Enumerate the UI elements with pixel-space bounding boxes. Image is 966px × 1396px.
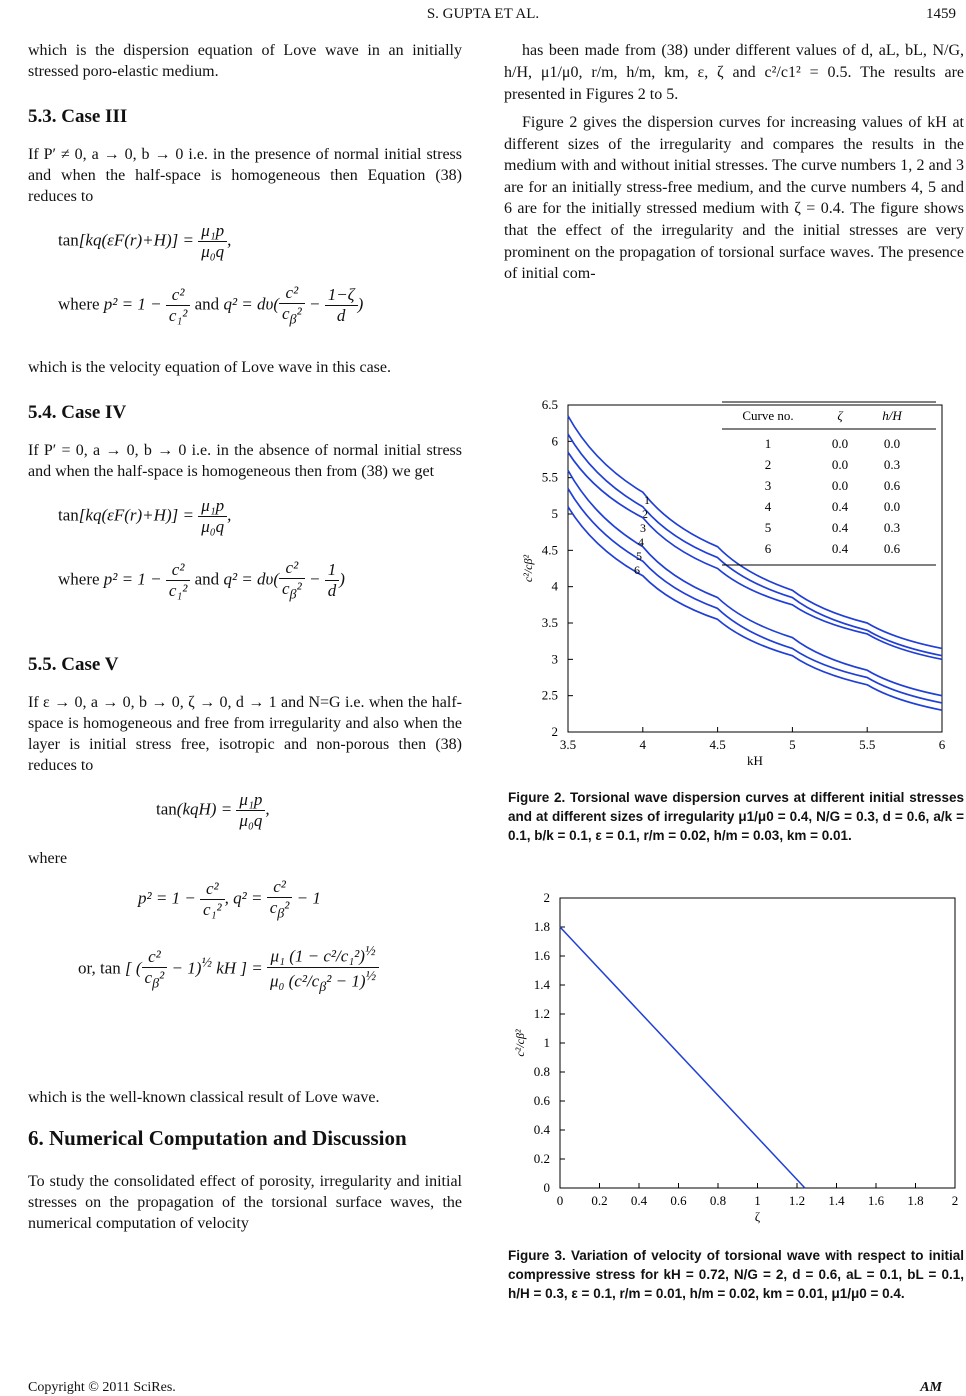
fig2-table-cell: 6 (764, 541, 772, 556)
copyright: Copyright © 2011 SciRes. (28, 1380, 176, 1395)
fig2-table-cell: 0.6 (883, 478, 901, 493)
fig2-x-tick-label: 6 (938, 737, 946, 752)
fig2-y-tick-label: 4.5 (541, 542, 558, 558)
section6-heading: 6. Numerical Computation and Discussion (28, 1126, 407, 1150)
fig3-y-tick-label: 1.8 (533, 919, 550, 934)
fig2-x-tick-label: 4.5 (709, 737, 726, 752)
fig2-table-header: h/H (882, 408, 902, 423)
case3-after: which is the velocity equation of Love wave in this case. (28, 359, 392, 376)
fig3-x-tick-label: 0.6 (670, 1193, 687, 1208)
case3-equation-2: where p² = 1 − $\frac{\text{c²}}{\text{c₁²}}$ and q² = dυ( $\frac{\text{c²}}{c_\beta^2}$ − $\frac{1-\zeta}{d}$ ) (58, 283, 364, 328)
fig3-x-tick-label: 2 (951, 1193, 959, 1208)
fig2-table-cell: 0.0 (883, 436, 901, 451)
case4-equation-1: tan[kq(εF(r)+H)] = $\frac{\text{μ₁p}}{\text{μ₀q}}$ , (58, 496, 232, 536)
fig2-curve-label-3: 3 (640, 521, 646, 535)
fig2-table-cell: 0.3 (883, 457, 901, 472)
fig3-y-tick-label: 0.6 (533, 1093, 550, 1108)
fig2-curve-label-2: 2 (642, 507, 648, 521)
fig2-y-tick-label: 6 (551, 433, 558, 449)
fig2-x-tick-label: 4 (639, 737, 647, 752)
fig3-y-tick-label: 1.6 (533, 948, 550, 963)
case3-equation-1: tan[kq(εF(r)+H)] = $\frac{\text{μ₁p}}{\text{μ₀q}}$ , (58, 221, 232, 261)
figure-3-chart (500, 880, 962, 1235)
intro-tail: which is the dispersion equation of Love wave in an initially stressed poro-elastic medium. (28, 42, 462, 80)
fig2-plot-frame (568, 405, 942, 732)
fig3-series-line (560, 927, 805, 1188)
case5-equation-1: tan(kqH) = $\frac{\text{μ₁p}}{\text{μ₀q}}$ , (156, 790, 270, 830)
case5-equation-3: or, tan [ ( $\frac{\text{c²}}{c_\beta^2}$ − 1)$^{\frac{1}{2}}$ kH ] = $\frac{\mu_1 (1 - c^2/c_1^2)^{\frac{1}{2}}}{\mu_0 (c^2/c_\beta^2 - 1)^{\frac{1}{2}}}$ (78, 943, 462, 1083)
fig2-table-cell: 0.4 (831, 499, 849, 514)
running-head: S. GUPTA ET AL. (426, 6, 540, 22)
fig2-table-cell: 0.0 (831, 457, 849, 472)
fig2-table-cell: 4 (764, 499, 772, 514)
fig2-x-tick-label: 3.5 (559, 737, 577, 752)
fig3-y-tick-label: 1 (543, 1035, 550, 1050)
page-number: 1459 (926, 6, 956, 22)
fig3-y-axis-label: c²/cβ² (513, 1029, 527, 1057)
fig2-y-tick-label: 4 (551, 578, 558, 594)
case4-equation-2: where p² = 1 − $\frac{\text{c²}}{\text{c₁²}}$ and q² = dυ( $\frac{\text{c²}}{c_\beta^2}$ − $\frac{1}{d}$ ) (58, 558, 345, 603)
fig2-table-header: Curve no. (742, 408, 794, 423)
fig3-x-tick-label: 1.4 (828, 1193, 845, 1208)
fig3-x-tick-label: 0.4 (630, 1193, 648, 1208)
fig2-curve-label-5: 5 (636, 549, 642, 563)
fig2-table-cell: 0.4 (831, 520, 849, 535)
fig3-y-tick-label: 1.4 (533, 977, 550, 992)
fig2-y-tick-label: 6.5 (541, 397, 558, 412)
fig3-y-tick-label: 0.4 (533, 1122, 550, 1137)
right-paragraph-2: Figure 2 gives the dispersion curves for increasing values of kH at different sizes of the irregularity and compares the results in the medium with and without initial stresses. The curve numbers 1, 2 and 3 are for an initially stress-free medium, and the curve numbers 4, 5 and 6 are for the initially stressed medium with ζ = 0.4. The figure shows that the effect of the irregularity and the initial stresses are very prominent on the propagation of torsional surface waves. The presence of initial com- (504, 114, 964, 283)
fig3-y-tick-label: 0.8 (533, 1064, 550, 1079)
fig2-y-axis-label: c²/cβ² (521, 554, 535, 583)
fig2-table-cell: 5 (764, 520, 772, 535)
left-column (28, 40, 462, 1234)
fig2-table-cell: 0.0 (831, 436, 849, 451)
case3-heading: 5.3. Case III (28, 106, 128, 127)
fig3-plot-frame (560, 898, 955, 1188)
fig3-x-tick-label: 0 (556, 1193, 564, 1208)
fig2-curve-label-6: 6 (634, 563, 640, 577)
fig3-x-tick-label: 1.2 (788, 1193, 806, 1208)
case5-after: which is the well-known classical result of Love wave. (28, 1089, 380, 1106)
fig2-table-header: ζ (837, 408, 843, 423)
fig3-x-tick-label: 1.6 (867, 1193, 885, 1208)
fig2-curve-label-1: 1 (644, 493, 650, 507)
fig2-curve-label-4: 4 (638, 535, 644, 549)
fig2-table-cell: 0.0 (831, 478, 849, 493)
journal-abbr: AM (920, 1380, 942, 1395)
fig3-x-tick-label: 1 (754, 1193, 761, 1208)
case4-heading: 5.4. Case IV (28, 402, 127, 423)
fig2-x-tick-label: 5.5 (859, 737, 876, 752)
case3-text: If P′ ≠ 0, a → 0, b → 0 i.e. in the presence of normal initial stress and when the half-space is homogeneous then Equation (38) reduces to (28, 146, 462, 205)
fig2-table-cell: 0.0 (883, 499, 901, 514)
fig2-x-tick-label: 5 (789, 737, 796, 752)
fig3-y-tick-label: 0.2 (533, 1151, 550, 1166)
fig3-x-tick-label: 0.8 (709, 1193, 727, 1208)
figure-3-caption: Figure 3. Variation of velocity of torsional wave with respect to initial compressive stress for kH = 0.72, N/G = 2, d = 0.6, aL = 0.1, bL = 0.1, h/H = 0.3, ε = 0.1, r/m = 0.01, h/m = 0.02, km = 0.01, μ1/μ0 = 0.4. (508, 1248, 964, 1301)
fig2-table-cell: 0.6 (883, 541, 901, 556)
fig2-table-cell: 3 (764, 478, 772, 493)
case5-text: If ε → 0, a → 0, b → 0, ζ → 0, d → 1 and N=G i.e. when the half-space is homogeneous and free from irregularity and also when the layer is initial stress free, isotropic and non-porous then (38) reduces to (28, 694, 462, 774)
fig2-table-cell: 1 (764, 436, 772, 451)
case4-text: If P′ = 0, a → 0, b → 0 i.e. in the absence of normal initial stress and when the half-space is homogeneous then from (38) we get (28, 442, 462, 480)
figure-2-caption: Figure 2. Torsional wave dispersion curves at different initial stresses and at different sizes of irregularity μ1/μ0 = 0.4, N/G = 0.3, d = 0.6, a/k = 0.1, b/k = 0.1, ε = 0.1, r/m = 0.02, h/m = 0.03, km = 0.01. (508, 790, 964, 843)
fig2-y-tick-label: 2.5 (541, 687, 558, 703)
fig2-y-tick-label: 5.5 (541, 469, 558, 485)
fig3-x-tick-label: 1.8 (907, 1193, 924, 1208)
running-header (0, 6, 966, 32)
fig3-y-tick-label: 0 (543, 1180, 550, 1195)
fig3-x-tick-label: 0.2 (591, 1193, 608, 1208)
section6-text: To study the consolidated effect of porosity, irregularity and initial stresses on the propagation of the torsional surface waves, the numerical computation of velocity (28, 1173, 462, 1232)
fig2-y-tick-label: 3.5 (541, 615, 558, 630)
fig2-table-cell: 2 (764, 457, 772, 472)
figure-2-chart (500, 390, 962, 780)
fig2-y-tick-label: 3 (551, 651, 558, 667)
fig2-y-tick-label: 5 (551, 506, 558, 521)
fig2-table-cell: 0.4 (831, 541, 849, 556)
fig3-y-tick-label: 2 (543, 890, 550, 905)
right-column (504, 40, 964, 285)
fig2-y-tick-label: 2 (551, 724, 558, 739)
right-paragraph-1: has been made from (38) under different values of d, aL, bL, N/G, h/H, μ1/μ0, r/m, h/m, km, ε, ζ and c²/c1² = 0.5. The results are presented in Figures 2 to 5. (504, 42, 964, 103)
case5-equation-2: p² = 1 − $\frac{\text{c²}}{\text{c₁²}}$ , q² = $\frac{\text{c²}}{c_\beta^2}$ − 1 (138, 877, 321, 922)
fig3-y-tick-label: 1.2 (533, 1006, 550, 1021)
case5-where: where (28, 850, 68, 867)
fig2-table-cell: 0.3 (883, 520, 901, 535)
case5-heading: 5.5. Case V (28, 654, 119, 675)
fig2-x-axis-label: kH (747, 753, 763, 768)
fig3-x-axis-label: ζ (754, 1209, 761, 1224)
